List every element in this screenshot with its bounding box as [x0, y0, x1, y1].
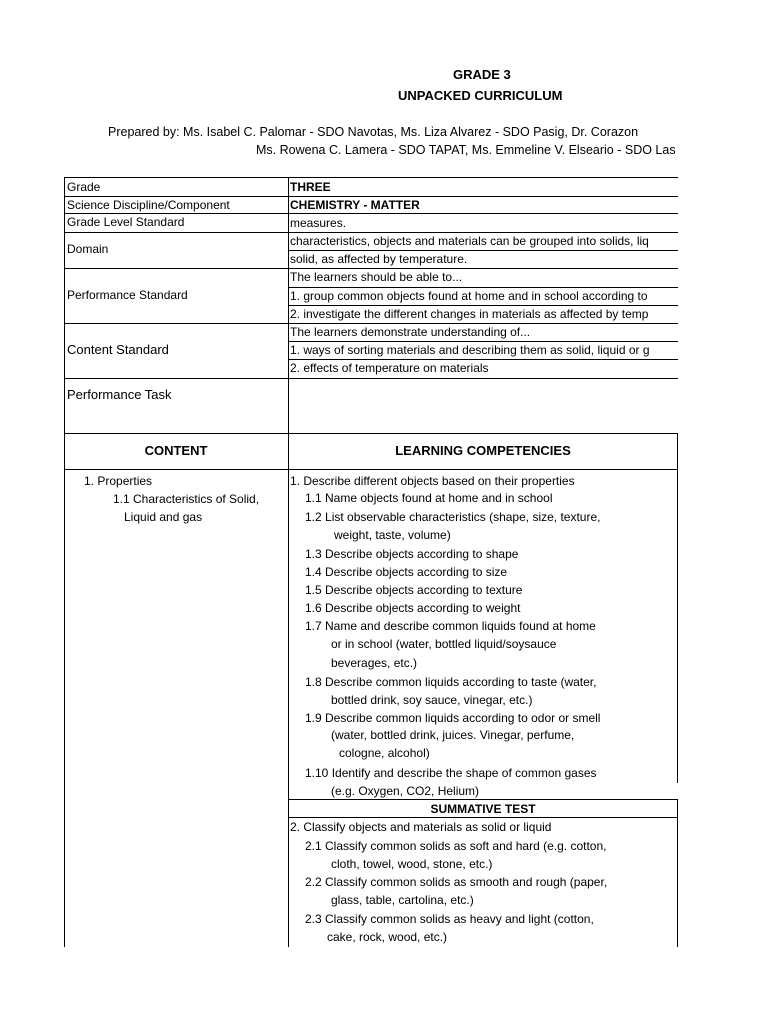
table-border — [64, 469, 678, 470]
competency-2-line: 2. Classify objects and materials as solid or liquid — [290, 820, 552, 834]
content-standard-line-3: 2. effects of temperature on materials — [290, 361, 489, 375]
content-standard-line-2: 1. ways of sorting materials and describing them as solid, liquid or g — [290, 343, 650, 357]
competency-line: 1. Describe different objects based on their properties — [290, 474, 575, 488]
competency-line: 1.3 Describe objects according to shape — [305, 547, 519, 561]
performance-standard-line-1: The learners should be able to... — [290, 270, 463, 284]
competency-line: 1.7 Name and describe common liquids found at home — [305, 619, 596, 633]
competency-2-line: 2.3 Classify common solids as heavy and light (cotton, — [305, 912, 594, 926]
grade-level-standard-label: Grade Level Standard — [67, 215, 185, 229]
content-standard-label: Content Standard — [67, 342, 169, 357]
content-line: 1. Properties — [84, 474, 153, 488]
discipline-label: Science Discipline/Component — [67, 198, 230, 212]
competency-2-line: 2.1 Classify common solids as soft and hard (e.g. cotton, — [305, 839, 607, 853]
content-standard-line-1: The learners demonstrate understanding of... — [290, 325, 531, 339]
domain-label: Domain — [67, 242, 109, 256]
prepared-by-line-1: Prepared by: Ms. Isabel C. Palomar - SDO Navotas, Ms. Liza Alvarez - SDO Pasig, Dr. Corazon — [108, 125, 639, 139]
content-column-header: CONTENT — [144, 443, 208, 458]
table-border — [677, 433, 678, 783]
competency-line: 1.9 Describe common liquids according to odor or smell — [305, 711, 601, 725]
prepared-by-line-2: Ms. Rowena C. Lamera - SDO TAPAT, Ms. Emmeline V. Elseario - SDO Las — [256, 143, 676, 157]
competency-line: 1.8 Describe common liquids according to taste (water, — [305, 675, 597, 689]
grade-heading: GRADE 3 — [453, 67, 511, 82]
competency-2-line: cake, rock, wood, etc.) — [327, 930, 448, 944]
competency-line: weight, taste, volume) — [334, 528, 451, 542]
table-border — [677, 799, 678, 947]
domain-line-2: solid, as affected by temperature. — [290, 252, 468, 266]
performance-task-label: Performance Task — [67, 387, 172, 402]
competency-line: or in school (water, bottled liquid/soysauce — [331, 637, 557, 651]
competencies-column-header: LEARNING COMPETENCIES — [395, 443, 571, 458]
competency-line: cologne, alcohol) — [339, 746, 430, 760]
grade-level-standard-value: measures. — [290, 216, 347, 230]
summative-test-label: SUMMATIVE TEST — [430, 802, 536, 816]
grade-value: THREE — [290, 180, 331, 194]
document-title: UNPACKED CURRICULUM — [398, 88, 563, 103]
performance-standard-line-2: 1. group common objects found at home and in school according to — [290, 289, 648, 303]
table-border — [64, 177, 65, 947]
competency-line: beverages, etc.) — [331, 656, 418, 670]
table-border — [288, 177, 289, 947]
table-border — [64, 378, 678, 379]
domain-line-1: characteristics, objects and materials can be grouped into solids, liq — [290, 234, 649, 248]
table-border — [64, 433, 678, 434]
competency-line: 1.5 Describe objects according to texture — [305, 583, 523, 597]
content-line: 1.1 Characteristics of Solid, — [113, 492, 260, 506]
competency-line: (water, bottled drink, juices. Vinegar, perfume, — [331, 728, 575, 742]
competency-line: 1.10 Identify and describe the shape of common gases — [305, 766, 597, 780]
table-border — [64, 177, 678, 178]
competency-line: 1.2 List observable characteristics (shape, size, texture, — [305, 510, 601, 524]
performance-standard-label: Performance Standard — [67, 288, 188, 302]
competency-2-line: 2.2 Classify common solids as smooth and rough (paper, — [305, 875, 608, 889]
performance-standard-line-3: 2. investigate the different changes in materials as affected by temp — [290, 307, 649, 321]
competency-line: (e.g. Oxygen, CO2, Helium) — [331, 784, 480, 798]
competency-line: 1.1 Name objects found at home and in school — [305, 491, 553, 505]
competency-2-line: glass, table, cartolina, etc.) — [331, 893, 474, 907]
discipline-value: CHEMISTRY - MATTER — [290, 198, 420, 212]
content-line: Liquid and gas — [124, 510, 203, 524]
competency-line: bottled drink, soy sauce, vinegar, etc.) — [331, 693, 533, 707]
competency-line: 1.6 Describe objects according to weight — [305, 601, 521, 615]
competency-2-line: cloth, towel, wood, stone, etc.) — [331, 857, 493, 871]
competency-line: 1.4 Describe objects according to size — [305, 565, 508, 579]
grade-label: Grade — [67, 180, 101, 194]
